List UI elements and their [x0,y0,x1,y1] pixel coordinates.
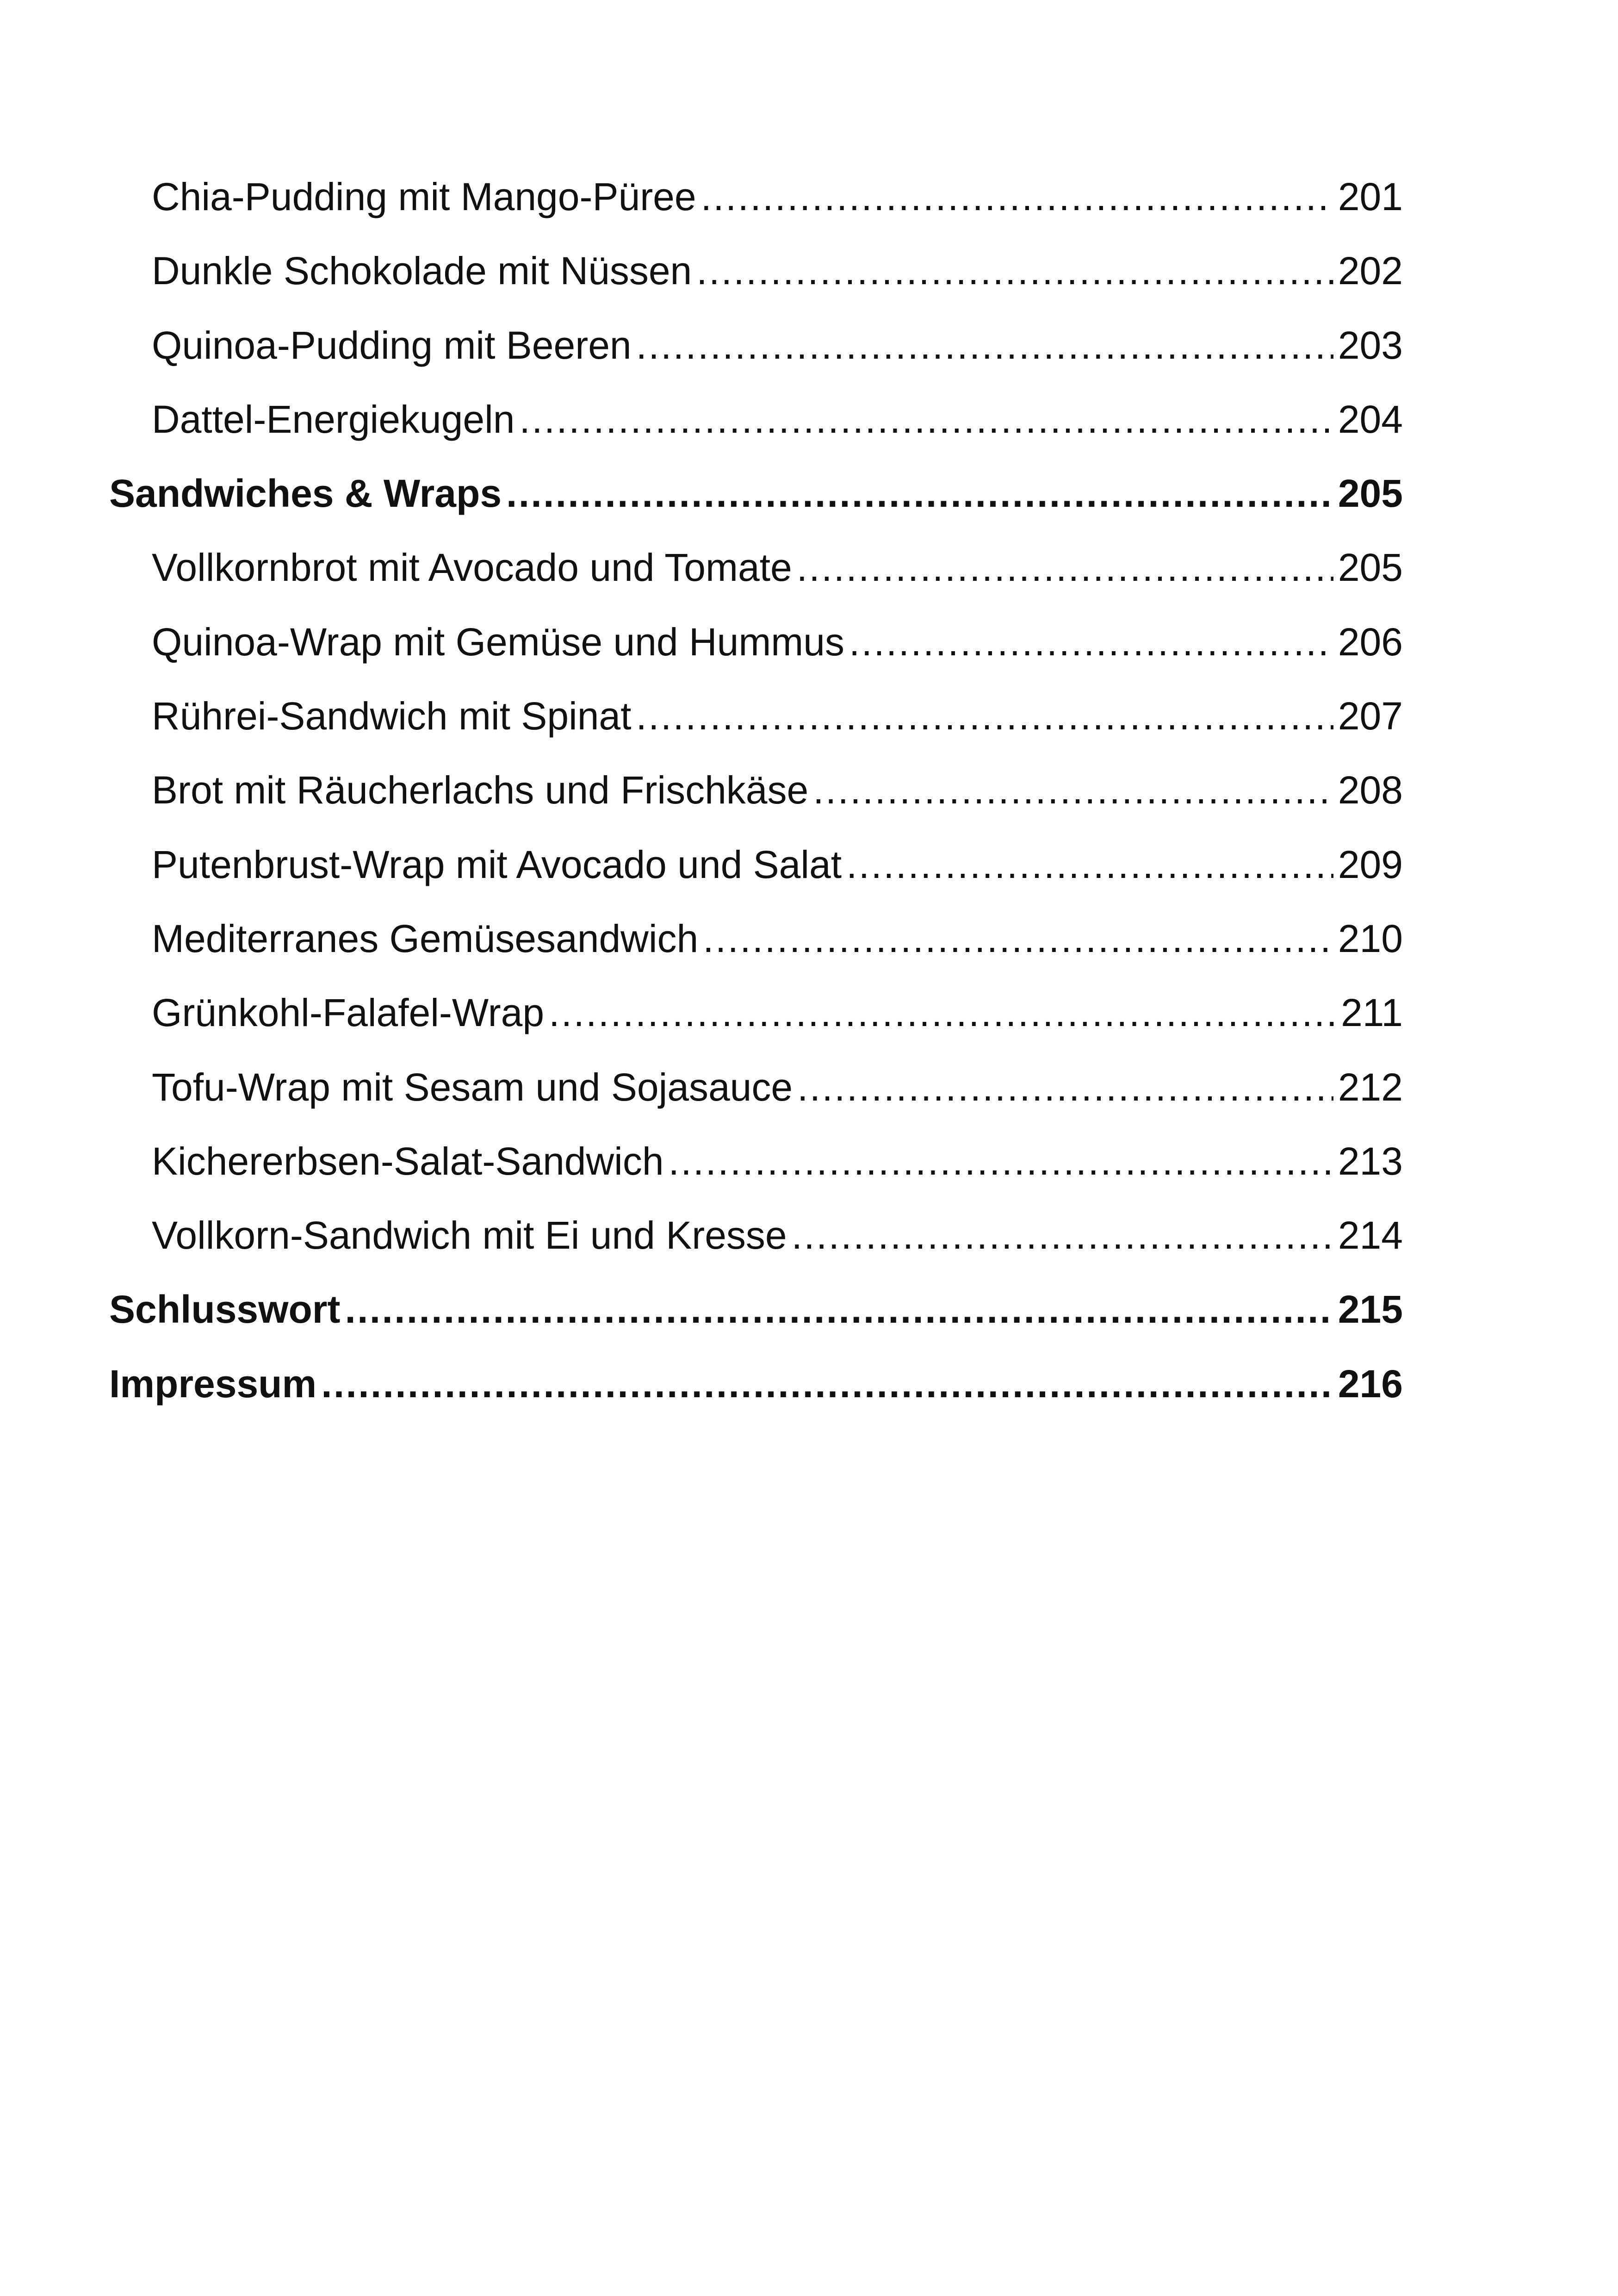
toc-dot-leader [696,234,1333,308]
table-of-contents [109,160,1403,1421]
toc-dot-leader [846,828,1333,902]
toc-dot-leader [321,1347,1333,1421]
toc-entry-putenbrust-wrap[interactable] [109,828,1403,902]
toc-entry-quinoa-wrap[interactable] [109,605,1403,679]
toc-entry-title: Dattel-Energiekugeln [152,397,515,441]
toc-entry-title: Tofu-Wrap mit Sesam und Sojasauce [152,1065,793,1109]
toc-dot-leader [345,1272,1333,1346]
toc-entry-page: 202 [1338,249,1403,293]
toc-entry-title: Chia-Pudding mit Mango-Püree [152,175,696,218]
toc-dot-leader [849,605,1333,679]
toc-entry-page: 214 [1338,1213,1403,1257]
toc-entry-title: Dunkle Schokolade mit Nüssen [152,249,692,293]
toc-dot-leader [813,753,1333,827]
toc-dot-leader [636,679,1333,753]
toc-entry-title: Quinoa-Pudding mit Beeren [152,323,632,367]
toc-dot-leader [519,382,1333,456]
toc-entry-page: 204 [1338,397,1403,441]
toc-dot-leader [506,456,1333,530]
toc-dot-leader [797,530,1333,604]
toc-entry-dattel-energiekugeln[interactable] [109,382,1403,456]
toc-entry-page: 213 [1338,1139,1403,1183]
toc-entry-page: 209 [1338,842,1403,886]
toc-entry-page: 205 [1338,546,1403,590]
toc-entry-page: 210 [1338,916,1403,960]
toc-entry-chia-pudding[interactable] [109,160,1403,234]
toc-entry-title: Brot mit Räucherlachs und Frischkäse [152,768,809,812]
toc-dot-leader [669,1124,1333,1198]
toc-chapter-sandwiches-wraps[interactable] [109,456,1403,530]
toc-entry-dunkle-schokolade[interactable] [109,234,1403,308]
toc-dot-leader [549,976,1336,1050]
toc-entry-page: 206 [1338,620,1403,664]
toc-entry-page: 208 [1338,768,1403,812]
toc-chapter-title: Schlusswort [109,1288,341,1332]
toc-entry-mediterranes-sandwich[interactable] [109,902,1403,976]
toc-chapter-impressum[interactable] [109,1347,1403,1421]
toc-chapter-page: 205 [1338,472,1403,516]
toc-dot-leader [797,1050,1333,1124]
toc-entry-vollkorn-sandwich-ei[interactable] [109,1198,1403,1272]
toc-entry-title: Quinoa-Wrap mit Gemüse und Hummus [152,620,844,664]
toc-entry-title: Grünkohl-Falafel-Wrap [152,991,545,1035]
toc-entry-title: Vollkorn-Sandwich mit Ei und Kresse [152,1213,787,1257]
toc-entry-title: Rührei-Sandwich mit Spinat [152,694,632,738]
toc-entry-title: Vollkornbrot mit Avocado und Tomate [152,546,792,590]
toc-entry-vollkornbrot-avocado[interactable] [109,530,1403,604]
toc-entry-brot-raeucherlachs[interactable] [109,753,1403,827]
toc-dot-leader [703,902,1333,976]
toc-entry-quinoa-pudding[interactable] [109,308,1403,382]
toc-entry-tofu-wrap[interactable] [109,1050,1403,1124]
toc-entry-title: Mediterranes Gemüsesandwich [152,916,699,960]
toc-entry-page: 211 [1341,991,1403,1035]
toc-entry-kichererbsen-sandwich[interactable] [109,1124,1403,1198]
toc-dot-leader [792,1198,1333,1272]
toc-entry-gruenkohl-falafel[interactable] [109,976,1403,1050]
toc-entry-title: Putenbrust-Wrap mit Avocado und Salat [152,842,842,886]
toc-dot-leader [701,160,1333,234]
toc-chapter-page: 216 [1338,1362,1403,1406]
toc-chapter-schlusswort[interactable] [109,1272,1403,1346]
toc-entry-ruehrei-sandwich[interactable] [109,679,1403,753]
toc-entry-title: Kichererbsen-Salat-Sandwich [152,1139,664,1183]
toc-entry-page: 207 [1338,694,1403,738]
toc-entry-page: 203 [1338,323,1403,367]
toc-chapter-title: Impressum [109,1362,317,1406]
toc-entry-page: 201 [1338,175,1403,218]
toc-entry-page: 212 [1338,1065,1403,1109]
toc-dot-leader [636,308,1333,382]
toc-chapter-page: 215 [1338,1288,1403,1332]
toc-chapter-title: Sandwiches & Wraps [109,472,502,516]
